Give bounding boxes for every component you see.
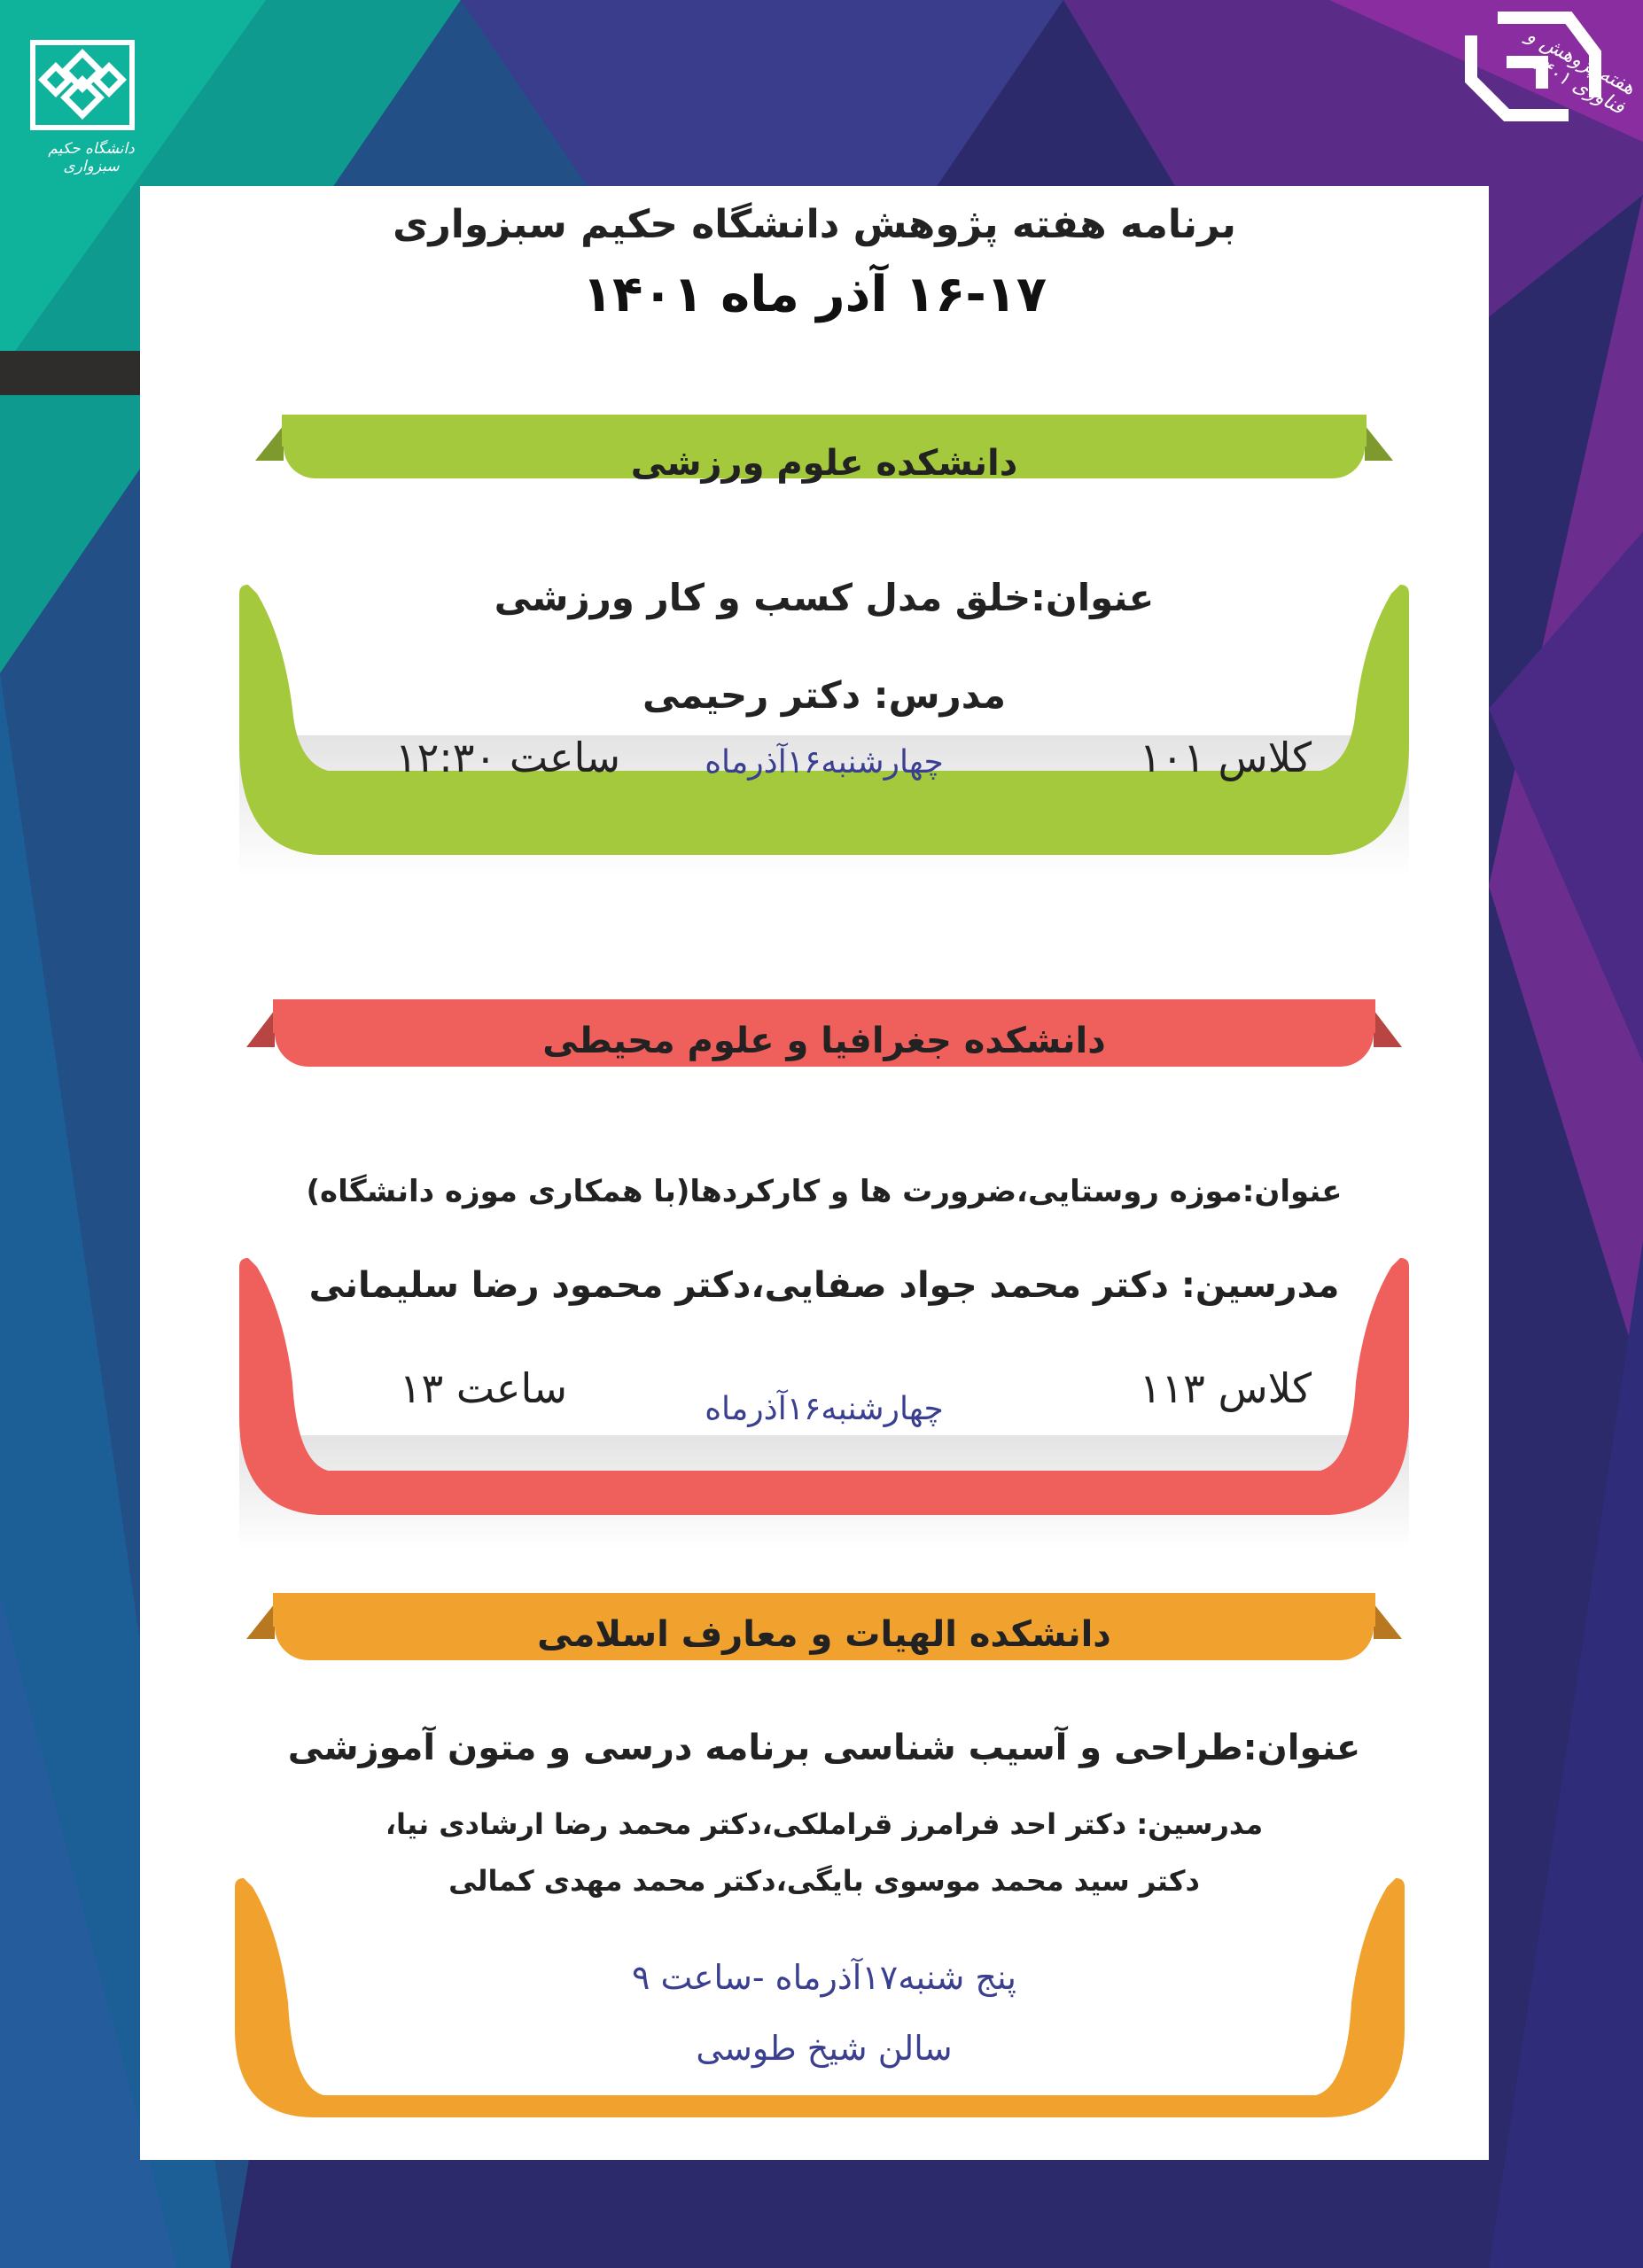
session-venue: سالن شیخ طوسی xyxy=(696,2029,953,2068)
session-teacher: مدرس: دکتر رحیمی xyxy=(642,673,1006,717)
university-logo xyxy=(25,35,140,175)
session-day: چهارشنبه۱۶آذرماه xyxy=(705,744,944,781)
research-week-caption: هفته پژوهش و فناوری ۱۴۰۱ xyxy=(1522,24,1639,120)
session-teacher: مدرسین: دکتر محمد جواد صفایی،دکتر محمود رضا سلیمانی xyxy=(308,1265,1340,1306)
session-time: ساعت ۱۲:۳۰ xyxy=(394,734,620,781)
session-faculty: دانشکده جغرافیا و علوم محیطی xyxy=(542,1021,1106,1061)
page-title: برنامه هفته پژوهش دانشگاه حکیم سبزواری xyxy=(393,202,1236,247)
session-faculty: دانشکده الهیات و معارف اسلامی xyxy=(537,1614,1111,1655)
session-title: عنوان:موزه روستایی،ضرورت ها و کارکردها(با همکاری موزه دانشگاه) xyxy=(306,1174,1343,1209)
university-logo-caption: دانشگاه حکیم سبزواری xyxy=(48,140,135,175)
session-day-time: پنج شنبه۱۷آذرماه -ساعت ۹ xyxy=(631,1958,1016,1997)
session-teacher-line1: مدرسین: دکتر احد فرامرز قراملکی،دکتر محمد رضا ارشادی نیا، xyxy=(385,1807,1264,1841)
university-emblem-icon xyxy=(29,35,136,133)
session-title: عنوان:طراحی و آسیب شناسی برنامه درسی و متون آموزشی xyxy=(287,1728,1361,1768)
session-time: ساعت ۱۳ xyxy=(399,1364,567,1412)
page-date: ۱۶-۱۷ آذر ماه ۱۴۰۱ xyxy=(581,266,1047,323)
session-title: عنوان:خلق مدل کسب و کار ورزشی xyxy=(494,576,1155,619)
session-room: کلاس ۱۰۱ xyxy=(1139,734,1312,781)
session-teacher-line2: دکتر سید محمد موسوی بایگی،دکتر محمد مهدی کمالی xyxy=(448,1864,1200,1898)
session-day: چهارشنبه۱۶آذرماه xyxy=(705,1391,944,1427)
session-room: کلاس ۱۱۳ xyxy=(1139,1364,1312,1412)
research-week-logo xyxy=(1418,0,1639,159)
session-faculty: دانشکده علوم ورزشی xyxy=(630,443,1018,484)
